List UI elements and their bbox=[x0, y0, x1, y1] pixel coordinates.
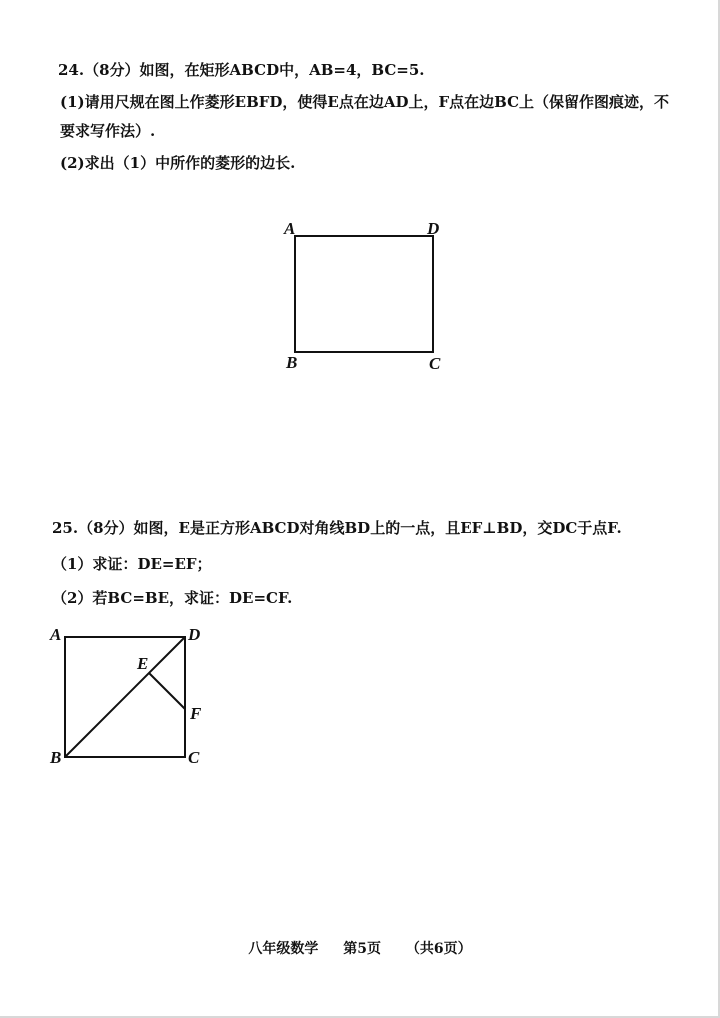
q25-part2: （2）若BC=BE，求证：DE=CF. bbox=[52, 589, 293, 607]
label-e: E bbox=[137, 654, 149, 673]
label-c: C bbox=[188, 748, 200, 767]
q24-rectangle-figure bbox=[270, 212, 460, 382]
q25-header: 25.（8分）如图，E是正方形ABCD对角线BD上的一点，且EF⊥BD，交DC于点F. bbox=[52, 519, 622, 537]
q24-part2: (2)求出（1）中所作的菱形的边长. bbox=[60, 154, 296, 172]
footer-subject: 八年级数学 bbox=[248, 941, 319, 957]
q25-part1: （1）求证：DE=EF； bbox=[52, 555, 212, 573]
label-f: F bbox=[190, 704, 202, 723]
rectangle-abcd bbox=[295, 236, 433, 352]
q24-header: 24.（8分）如图，在矩形ABCD中，AB=4，BC=5. bbox=[58, 61, 425, 79]
label-d: D bbox=[188, 625, 201, 644]
label-b: B bbox=[286, 353, 298, 372]
label-a: A bbox=[50, 625, 62, 644]
footer-page-number: 第5页 bbox=[343, 941, 381, 957]
segment-ef bbox=[149, 673, 185, 709]
label-c: C bbox=[429, 354, 441, 373]
q25-square-figure bbox=[45, 620, 220, 775]
q24-part1-line1: (1)请用尺规在图上作菱形EBFD，使得E点在边AD上，F点在边BC上（保留作图痕迹，不 bbox=[60, 93, 670, 111]
footer-total-pages: （共6页） bbox=[405, 941, 472, 957]
label-a: A bbox=[284, 219, 296, 238]
label-d: D bbox=[427, 219, 440, 238]
diagonal-bd bbox=[65, 637, 185, 757]
page-footer bbox=[0, 938, 720, 958]
label-b: B bbox=[50, 748, 62, 767]
q24-part1-line2: 要求写作法）. bbox=[60, 122, 156, 140]
